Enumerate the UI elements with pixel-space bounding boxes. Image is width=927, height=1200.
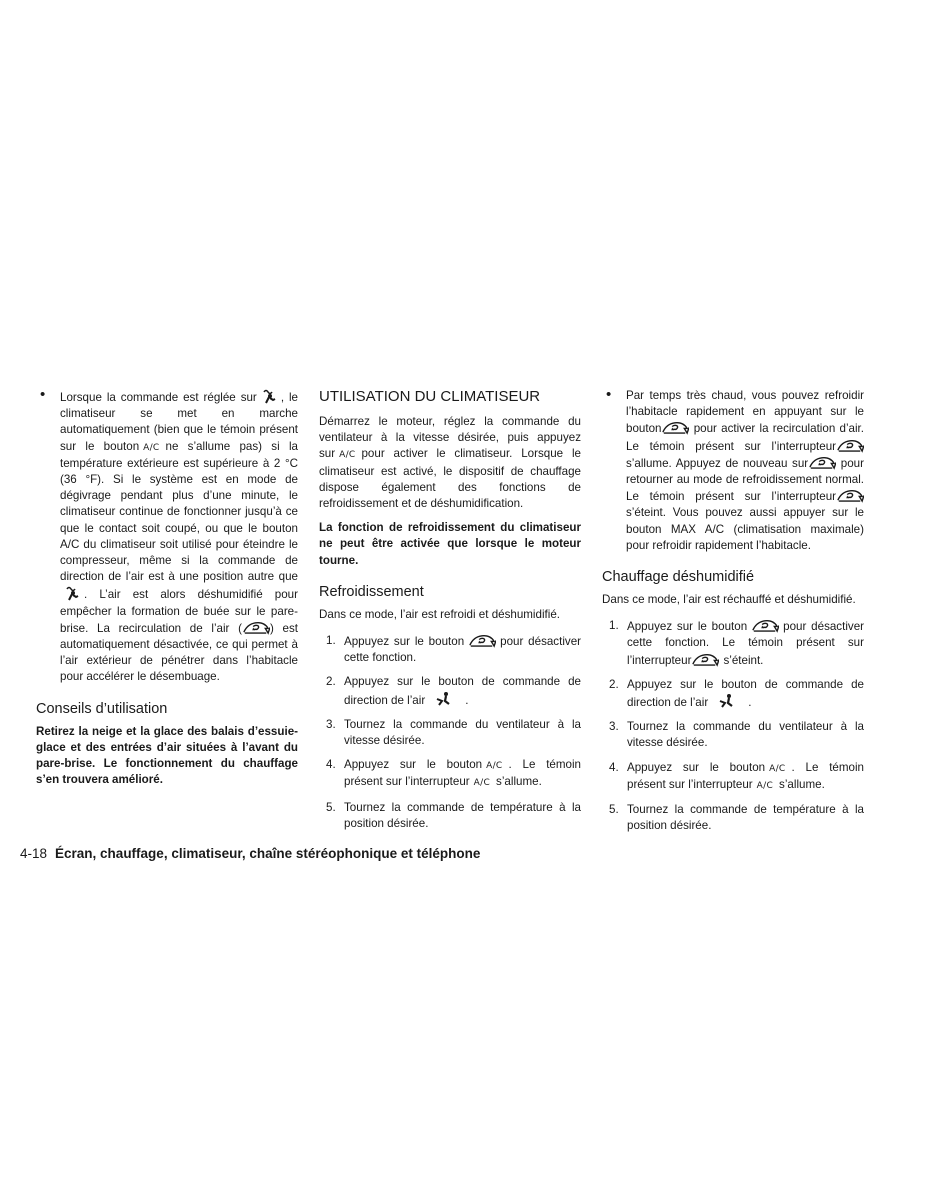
air-recirculation-icon xyxy=(751,618,779,633)
text-segment: . Le témoin présent sur l’interrupteur xyxy=(627,760,864,791)
page-number: 4-18 xyxy=(20,846,48,861)
bullet-defrost-info xyxy=(36,388,298,686)
text-segment: pour retourner au mode de refroidissement normal. Le témoin présent sur l’interrupteur xyxy=(626,456,864,504)
step-number: 2. xyxy=(609,677,619,691)
ac-label: A/C xyxy=(143,442,160,453)
defrost-floor-mode-icon xyxy=(261,388,277,404)
text-segment: Appuyez sur le bouton xyxy=(627,620,748,634)
text-segment: Démarrez le moteur, réglez la commande du ventilateur à la vitesse désirée, puis appuyez sur xyxy=(319,415,581,461)
step-number: 4. xyxy=(326,758,336,772)
subheading-chauffage: Chauffage déshumidifié xyxy=(602,569,755,586)
step-number: 1. xyxy=(609,619,619,633)
list-item xyxy=(319,717,581,749)
bullet-hot-weather xyxy=(602,388,864,554)
list-item xyxy=(602,760,864,794)
ac-label: A/C xyxy=(756,780,774,791)
list-item xyxy=(319,633,581,666)
air-recirculation-icon xyxy=(691,652,719,667)
step-number: 2. xyxy=(326,675,336,689)
list-item xyxy=(602,677,864,711)
list-item xyxy=(319,800,581,832)
step-number: 5. xyxy=(326,800,336,814)
air-recirculation-icon xyxy=(836,488,864,503)
list-item xyxy=(319,757,581,791)
text-segment: pour désactiver cette fonction. Le témoin présent sur l’interrupteur xyxy=(627,620,865,667)
air-recirculation-icon xyxy=(242,620,270,635)
text-segment: Lorsque la commande est réglée sur xyxy=(60,391,257,404)
column-left xyxy=(36,388,298,788)
conseils-text: Retirez la neige et la glace des balais d’essuie-glace et des entrées d’air situées à l’avant du pare-brise. Le fonctionnement du chauffage s’en trouvera amélioré. xyxy=(36,724,298,787)
steps-list xyxy=(602,618,864,834)
floor-vent-mode-icon xyxy=(718,693,734,709)
text-segment: Tournez la commande du ventilateur à la vitesse désirée. xyxy=(627,720,864,750)
step-number: 3. xyxy=(326,717,336,731)
text-segment: . xyxy=(748,696,752,710)
text-segment: pour activer le climatiseur. Lorsque le climatiseur est activé, le dispositif de chauffage dispose également des fonctions de refroidissement et de déshumidification. xyxy=(319,447,581,511)
text-segment: Tournez la commande de température à la position désirée. xyxy=(344,800,581,830)
step-number: 3. xyxy=(609,720,619,734)
floor-vent-mode-icon xyxy=(435,691,451,707)
text-segment: s’éteint. Vous pouvez aussi appuyer sur le bouton MAX A/C (climatisation maximale) pour refroidir rapidement l’habitacle. xyxy=(626,506,864,552)
air-recirculation-icon xyxy=(661,420,689,435)
step-number: 1. xyxy=(326,634,336,648)
text-segment: . xyxy=(465,693,469,707)
air-recirculation-icon xyxy=(468,633,496,648)
text-segment: Tournez la commande de température à la position désirée. xyxy=(627,803,864,833)
list-item xyxy=(602,802,864,834)
text-segment: Appuyez sur le bouton xyxy=(344,758,483,772)
text-segment: Appuyez sur le bouton de commande de direction de l’air xyxy=(344,675,581,707)
step-number: 4. xyxy=(609,760,619,774)
text-segment: s’allume. Appuyez de nouveau sur xyxy=(626,456,809,470)
step-number: 5. xyxy=(609,803,619,817)
subheading-refroidissement: Refroidissement xyxy=(319,583,424,600)
intro-paragraph xyxy=(319,414,581,512)
text-segment: s’allume. xyxy=(779,777,825,791)
list-item xyxy=(319,674,581,708)
text-segment: ne s’allume pas) si la température extérieure est supérieure à 2 °C (36 °F). Si le système est en mode de dégivrage pendant plus d’une minute, le climatiseur continue de fonctionner jusqu’à ce que le contact soit coupé, ou que le bouton A/C du climatiseur soit utilisé pour éteindre le compresseur, même si la commande de direction de l’air est à une position autre que xyxy=(60,439,298,584)
text-segment: Appuyez sur le bouton de commande de direction de l’air xyxy=(627,677,864,710)
ac-label: A/C xyxy=(473,778,491,789)
column-right xyxy=(602,388,864,842)
text-segment: Appuyez sur le bouton xyxy=(344,635,465,649)
list-item xyxy=(602,618,864,669)
conseils-heading: Conseils d’utilisation xyxy=(36,700,168,717)
text-segment: Tournez la commande du ventilateur à la vitesse désirée. xyxy=(344,717,581,748)
text-segment: Par temps très chaud, vous pouvez refroidir l’habitacle rapidement en appuyant sur le bouton xyxy=(626,389,864,436)
ac-label: A/C xyxy=(486,761,503,772)
column-middle xyxy=(319,388,581,840)
section-heading: UTILISATION DU CLIMATISEUR xyxy=(319,388,541,405)
text-segment: s’allume. xyxy=(496,775,542,789)
text-segment: s’éteint. xyxy=(723,653,764,667)
text-segment: . Le témoin présent sur l’interrupteur xyxy=(344,758,581,789)
chapter-title: Écran, chauffage, climatiseur, chaîne stéréophonique et téléphone xyxy=(55,846,481,861)
text-segment: , le climatiseur se met en marche automatiquement (bien que le témoin présent sur le bouton xyxy=(60,391,299,453)
ac-label: A/C xyxy=(769,763,786,774)
mode-text: Dans ce mode, l’air est refroidi et déshumidifié. xyxy=(319,607,561,621)
text-segment: pour désactiver cette fonction. xyxy=(344,635,582,665)
air-recirculation-icon xyxy=(808,455,836,470)
text-segment: pour activer la recirculation d’air. Le témoin présent sur l’interrupteur xyxy=(626,422,864,453)
ac-label: A/C xyxy=(339,450,356,461)
steps-list xyxy=(319,633,581,832)
air-recirculation-icon xyxy=(836,438,864,453)
list-item xyxy=(602,719,864,751)
mode-text: Dans ce mode, l’air est réchauffé et déshumidifié. xyxy=(602,593,856,607)
text-segment: ) est automatiquement désactivée, ce qui permet à l’air extérieur de pénétrer dans l’habitacle pour accélérer le désembuage. xyxy=(60,621,298,684)
page-footer xyxy=(20,845,480,863)
text-segment: . L’air est alors déshumidifié pour empêcher la formation de buée sur le pare-brise. La recirculation de l’air ( xyxy=(60,588,298,635)
text-segment: Appuyez sur le bouton xyxy=(627,760,766,774)
defrost-floor-mode-icon xyxy=(64,585,80,601)
warning-text: La fonction de refroidissement du climatiseur ne peut être activée que lorsque le moteur tourne. xyxy=(319,521,581,567)
